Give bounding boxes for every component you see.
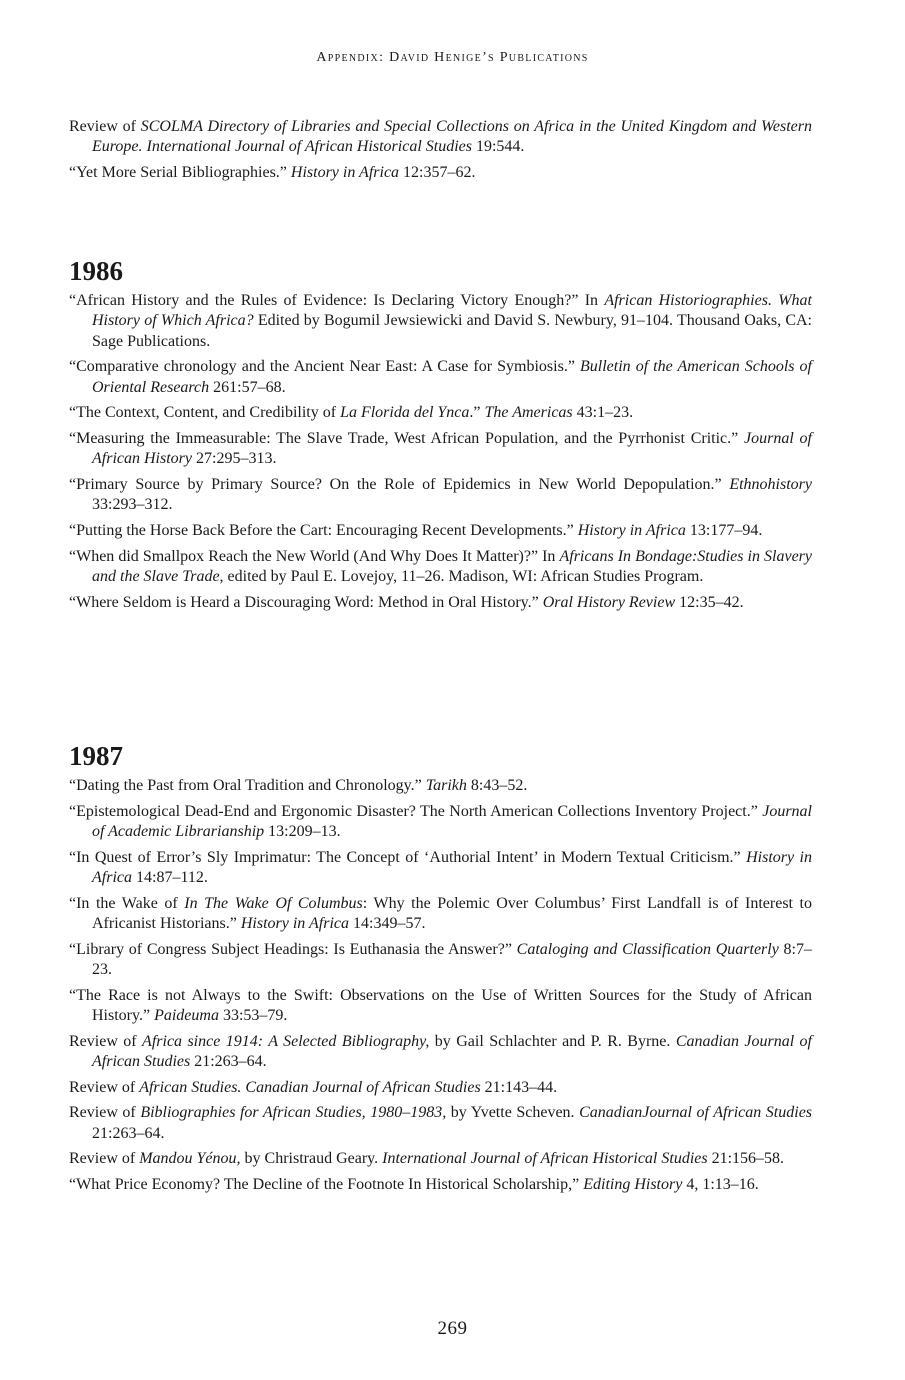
entry-text: “Putting the Horse Back Before the Cart: Encouraging Recent Developments.” xyxy=(69,522,578,539)
entry-italic-title: Paideuma xyxy=(154,1007,219,1024)
entry-italic-title: History in Africa xyxy=(290,164,400,181)
entry-text: 8:43–52. xyxy=(466,777,528,794)
entry-text: 33:53–79. xyxy=(218,1007,288,1024)
entry-text: 8:7–23. xyxy=(92,940,813,978)
page-number: 269 xyxy=(437,1318,468,1339)
bibliography-entry xyxy=(69,1175,812,1195)
entry-text: Edited by Bogumil Jewsiewicki and David S. Newbury, 91–104. Thousand Oaks, CA: Sage Publications. xyxy=(92,312,812,350)
entry-italic-title: In The Wake Of Columbus xyxy=(184,894,363,912)
entry-italic-title: SCOLMA Directory of Libraries and Special Collections on Africa in the United Kingdom and Western Europe. International Journal of African Historical Studies xyxy=(92,118,812,156)
entry-text: 21:263–64. xyxy=(190,1053,267,1070)
entry-italic-title: Bulletin of the American Schools of Oriental Research xyxy=(92,358,813,396)
bibliography-entry xyxy=(69,521,812,541)
entry-text: 4, 1:13–16. xyxy=(682,1175,759,1193)
entry-text: by Yvette Scheven. xyxy=(446,1104,580,1122)
entry-text: “What Price Economy? The Decline of the Footnote In Historical Scholarship,” xyxy=(69,1175,584,1193)
bibliography-entry xyxy=(69,547,812,588)
entry-text: 27:295–313. xyxy=(192,450,277,468)
entry-italic-title: Cataloging and Classification Quarterly xyxy=(516,940,779,958)
bibliography-entry xyxy=(69,940,812,981)
bibliography-entry xyxy=(69,593,812,613)
entry-text: Review of xyxy=(69,118,141,135)
section-1987 xyxy=(69,740,812,1200)
entry-text: “In Quest of Error’s Sly Imprimatur: The Concept of ‘Authorial Intent’ in Modern Textual Criticism.” xyxy=(69,848,747,866)
bibliography-entry xyxy=(69,429,812,470)
entry-text: 21:263–64. xyxy=(92,1124,165,1142)
bibliography-entry xyxy=(69,1032,812,1073)
bibliography-entry xyxy=(69,403,812,423)
entry-italic-title: African Studies. Canadian Journal of African Studies xyxy=(139,1078,481,1096)
entry-text: Review of xyxy=(69,1104,141,1122)
entry-italic-title: African Historiographies. What History of Which Africa? xyxy=(92,292,813,330)
entry-italic-title: Journal of Academic Librarianship xyxy=(92,802,812,840)
bibliography-entry xyxy=(69,848,812,889)
entry-text: 21:156–58. xyxy=(707,1150,785,1168)
entry-text: 43:1–23. xyxy=(572,404,634,422)
entry-text: , edited by Paul E. Lovejoy, 11–26. Madison, WI: African Studies Program. xyxy=(219,568,704,585)
entry-italic-title: Canadian Journal of African Studies xyxy=(92,1032,813,1070)
bibliography-entry xyxy=(69,776,812,796)
entry-italic-title: Journal of African History xyxy=(92,430,813,468)
entry-text: by Christraud Geary. xyxy=(240,1150,383,1168)
bibliography-entry xyxy=(69,475,812,516)
entry-text: “Library of Congress Subject Headings: Is Euthanasia the Answer?” xyxy=(69,940,517,958)
bibliography-entry xyxy=(69,163,812,183)
entry-text: 21:143–44. xyxy=(480,1078,558,1096)
entry-italic-title: Africa since 1914: A Selected Bibliography, xyxy=(142,1032,430,1050)
bibliography-entry xyxy=(69,802,812,843)
entry-text: “When did Smallpox Reach the New World (And Why Does It Matter)?” In xyxy=(69,547,560,565)
entry-italic-title: Editing History xyxy=(583,1175,683,1193)
entry-text: : Why the Polemic Over Columbus’ First Landfall is of Interest to Africanist Historians.” xyxy=(92,894,812,932)
entry-text: “The Context, Content, and Credibility of xyxy=(69,404,341,422)
entry-text: 12:35–42. xyxy=(675,593,744,611)
bibliography-entry xyxy=(69,1103,812,1144)
entry-text: 14:87–112. xyxy=(132,869,208,886)
entry-text: 14:349–57. xyxy=(349,915,426,932)
entry-text: “Dating the Past from Oral Tradition and Chronology.” xyxy=(69,777,426,794)
entry-text: 19:544. xyxy=(471,138,525,156)
section-1986 xyxy=(69,255,812,618)
entry-italic-title: CanadianJournal of African Studies xyxy=(579,1104,813,1122)
entry-italic-title: Africans In Bondage:Studies in Slavery and the Slave Trade xyxy=(92,547,813,585)
entry-text: 12:357–62. xyxy=(399,164,476,181)
entry-text: “Yet More Serial Bibliographies.” xyxy=(69,164,291,181)
entry-text: “African History and the Rules of Evidence: Is Declaring Victory Enough?” In xyxy=(69,292,605,309)
entry-italic-title: Oral History Review xyxy=(542,593,676,611)
entry-italic-title: The Americas xyxy=(484,404,573,422)
bibliography-entry xyxy=(69,1149,812,1169)
entry-italic-title: La Florida del Ynca xyxy=(340,404,470,422)
bibliography-entry xyxy=(69,291,812,352)
entry-italic-title: History in Africa xyxy=(92,848,813,886)
entry-text: 13:177–94. xyxy=(685,522,763,539)
entry-text: 261:57–68. xyxy=(209,378,286,396)
entry-text: 13:209–13. xyxy=(264,823,341,840)
entry-italic-title: Mandou Yénou, xyxy=(139,1150,241,1168)
year-heading: 1986 xyxy=(69,256,123,286)
entry-list xyxy=(69,291,812,613)
entry-italic-title: History in Africa xyxy=(577,522,686,539)
entry-italic-title: Tarikh xyxy=(425,777,467,794)
entry-text: “Where Seldom is Heard a Discouraging Word: Method in Oral History.” xyxy=(69,593,543,611)
bibliography-entry xyxy=(69,894,812,935)
entry-text: “Primary Source by Primary Source? On the Role of Epidemics in New World Depopulation.” xyxy=(69,476,730,493)
entry-italic-title: Ethnohistory xyxy=(729,476,812,493)
entry-text: .” xyxy=(469,404,485,422)
carryover-entries xyxy=(69,117,812,189)
entry-text: “The Race is not Always to the Swift: Observations on the Use of Written Sources for the Study of African History.” xyxy=(69,986,812,1024)
running-head: Appendix: David Henige’s Publications xyxy=(316,50,589,65)
bibliography-entry xyxy=(69,357,812,398)
entry-italic-title: International Journal of African Historical Studies xyxy=(382,1150,708,1168)
entry-text: 33:293–312. xyxy=(92,496,173,514)
entry-text: by Gail Schlachter and P. R. Byrne. xyxy=(429,1032,676,1050)
entry-italic-title: Bibliographies for African Studies, 1980–1983, xyxy=(140,1104,447,1122)
entry-list xyxy=(69,776,812,1195)
entry-text: “Epistemological Dead-End and Ergonomic Disaster? The North American Collections Inventory Project.” xyxy=(69,802,763,820)
entry-text: “Comparative chronology and the Ancient Near East: A Case for Symbiosis.” xyxy=(69,358,580,376)
entry-text: “Measuring the Immeasurable: The Slave Trade, West African Population, and the Pyrrhonist Critic.” xyxy=(69,430,745,447)
year-heading: 1987 xyxy=(69,741,123,771)
entry-italic-title: History in Africa xyxy=(240,915,350,932)
entry-text: Review of xyxy=(69,1078,140,1096)
entry-text: “In the Wake of xyxy=(69,894,185,912)
bibliography-entry xyxy=(69,986,812,1027)
bibliography-entry xyxy=(69,1078,812,1098)
bibliography-entry xyxy=(69,117,812,158)
entry-text: Review of xyxy=(69,1032,143,1050)
entry-text: Review of xyxy=(69,1150,140,1168)
